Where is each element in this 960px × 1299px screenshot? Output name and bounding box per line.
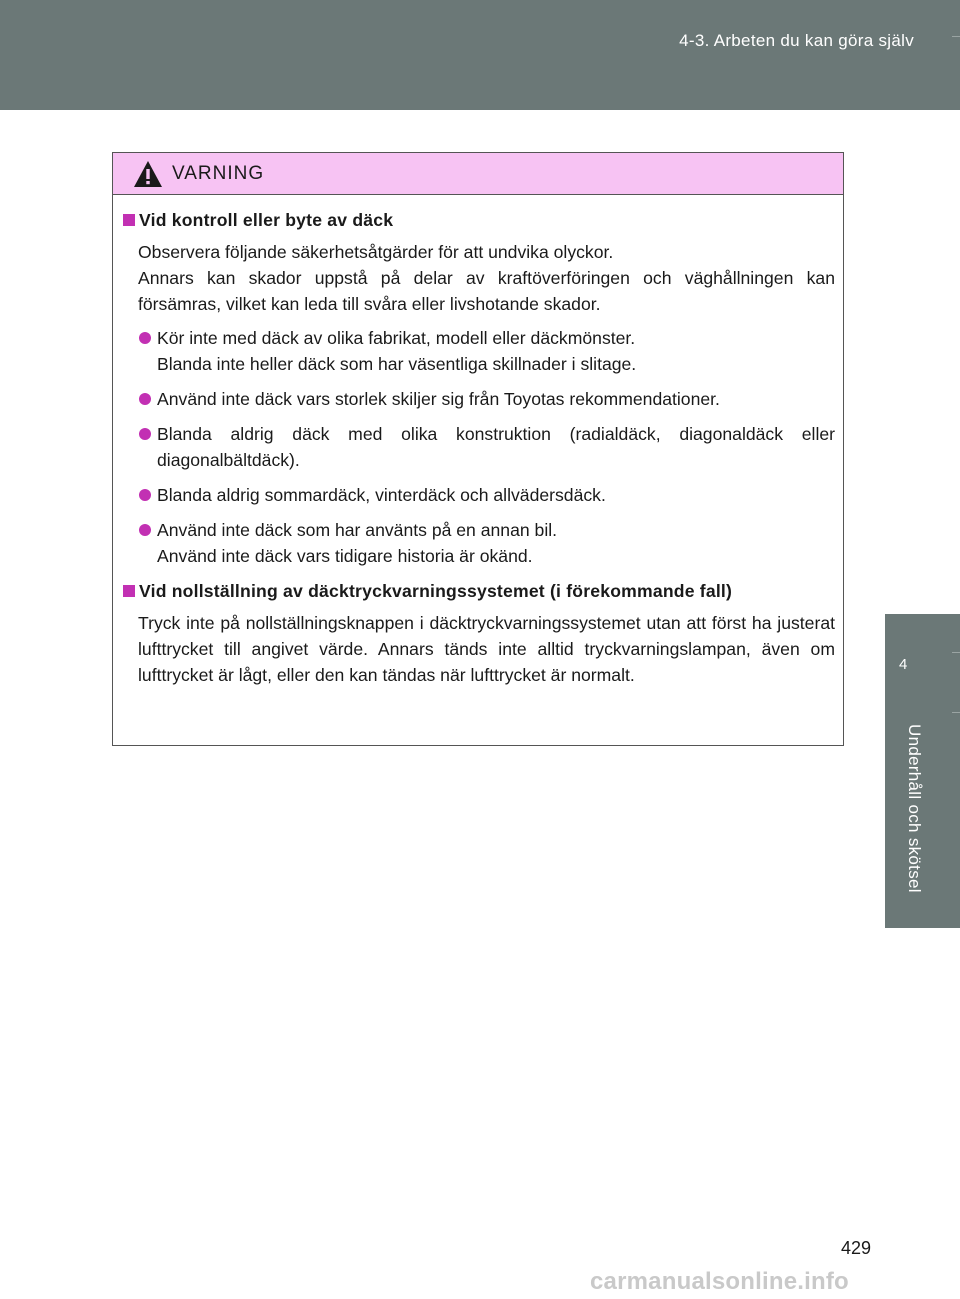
crop-mark — [952, 712, 960, 713]
round-bullet-icon — [139, 489, 151, 501]
watermark: carmanualsonline.info — [590, 1268, 849, 1295]
crop-mark — [952, 36, 960, 37]
bullet-text — [157, 482, 835, 508]
chapter-label: Underhåll och skötsel — [905, 724, 924, 893]
section-heading — [121, 207, 835, 233]
paragraph-line: Annars kan skador uppstå på delar av kraftöverföringen och väghållningen kan försämras, vilket kan leda till svåra eller livshotande skador. — [138, 268, 835, 314]
round-bullet-icon — [139, 332, 151, 344]
page-number: 429 — [840, 1238, 871, 1258]
bullet-item — [121, 386, 835, 412]
bullet-line: Blanda inte heller däck som har väsentliga skillnader i slitage. — [157, 354, 637, 374]
bullet-line: Använd inte däck som har använts på en annan bil. — [157, 520, 558, 540]
bullet-line: Använd inte däck vars tidigare historia är okänd. — [157, 546, 533, 566]
warning-box — [112, 152, 844, 746]
bullet-item — [121, 325, 835, 377]
top-band — [0, 0, 960, 110]
section-title: 4-3. Arbeten du kan göra själv — [679, 31, 914, 50]
section-heading — [121, 578, 835, 604]
square-bullet-icon — [123, 585, 135, 597]
bullet-text — [157, 421, 835, 473]
bullet-line: Blanda aldrig sommardäck, vinterdäck och allvädersdäck. — [157, 485, 606, 505]
bullet-item — [121, 421, 835, 473]
warning-header — [113, 153, 843, 195]
warning-title: VARNING — [172, 163, 265, 184]
bullet-line: Blanda aldrig däck med olika konstruktion (radialdäck, diagonaldäck eller diagonalbältdäck). — [157, 424, 835, 470]
bullet-line: Kör inte med däck av olika fabrikat, modell eller däckmönster. — [157, 328, 636, 348]
bullet-line: Använd inte däck vars storlek skiljer sig från Toyotas rekommendationer. — [157, 389, 720, 409]
round-bullet-icon — [139, 428, 151, 440]
bullet-text — [157, 386, 835, 412]
bullet-text — [157, 517, 835, 569]
warning-body — [113, 195, 843, 688]
paragraph-line: Observera följande säkerhetsåtgärder för att undvika olyckor. — [138, 242, 614, 262]
section-heading-text: Vid kontroll eller byte av däck — [139, 210, 394, 230]
bullet-item — [121, 482, 835, 508]
bullet-text — [157, 325, 835, 377]
section-paragraph — [121, 239, 835, 317]
section-paragraph — [121, 610, 835, 688]
round-bullet-icon — [139, 393, 151, 405]
round-bullet-icon — [139, 524, 151, 536]
paragraph-line: Tryck inte på nollställningsknappen i däcktryckvarningssystemet utan att först ha justerat lufttrycket till angivet värde. Annars tänds inte alltid tryckvarningslampan, även om lufttrycket är lågt, eller den kan tändas när lufttrycket är normalt. — [138, 613, 835, 685]
warning-triangle-icon — [133, 160, 163, 188]
square-bullet-icon — [123, 214, 135, 226]
crop-mark — [952, 652, 960, 653]
chapter-number: 4 — [899, 656, 908, 673]
section-heading-text: Vid nollställning av däcktryckvarningssystemet (i förekommande fall) — [139, 581, 733, 601]
bullet-item — [121, 517, 835, 569]
